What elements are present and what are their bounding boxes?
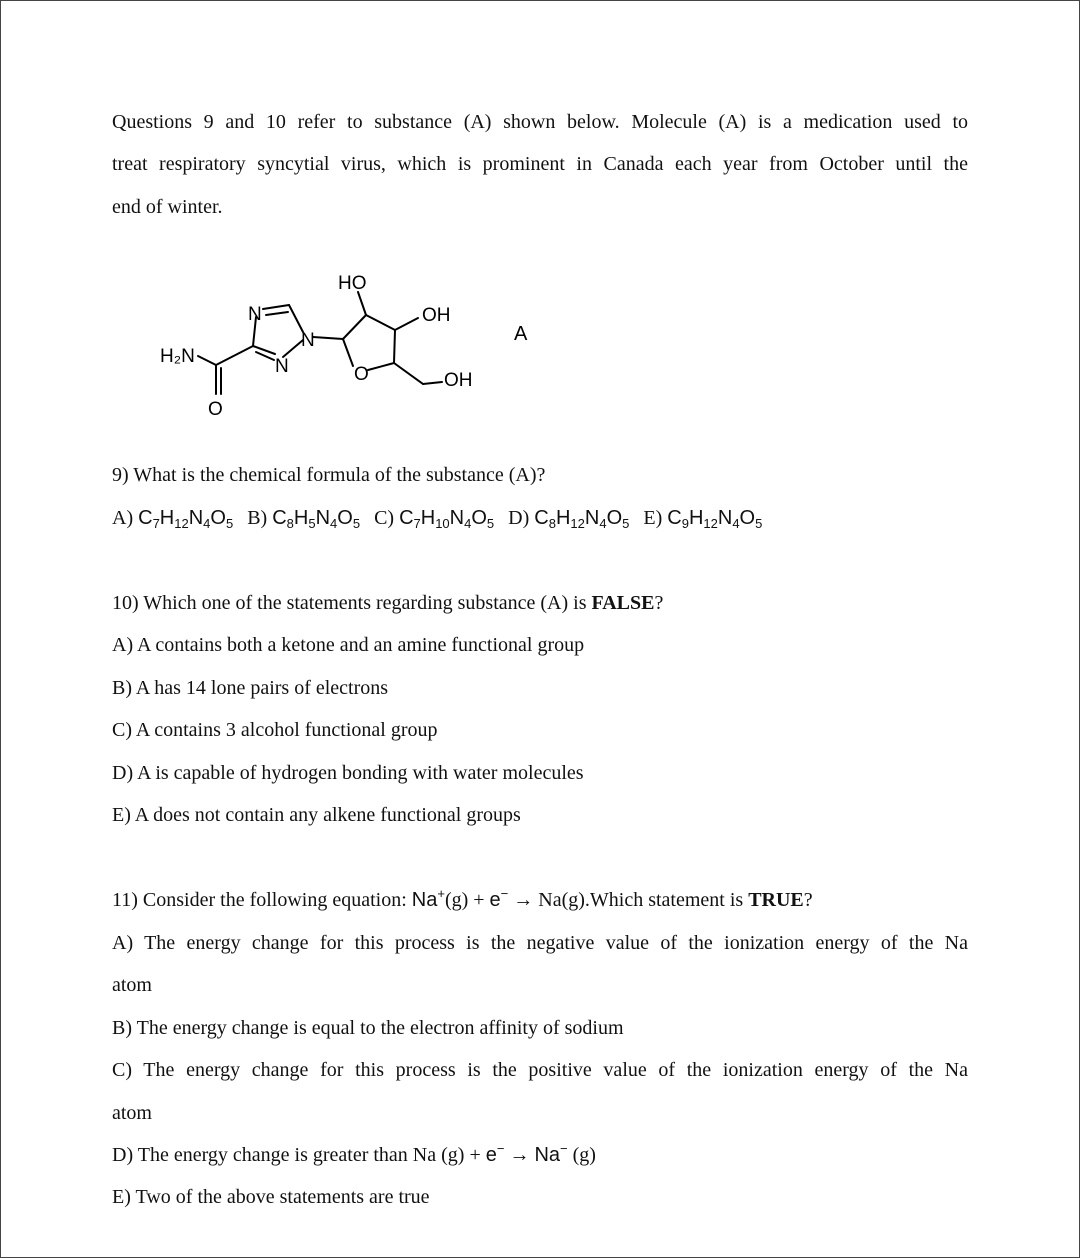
formula-element: C: [667, 507, 682, 529]
q11-stem-end: ?: [803, 889, 813, 911]
amine-label: H₂N: [160, 346, 195, 367]
formula-subscript: 5: [755, 516, 763, 531]
formula-element: H: [159, 507, 175, 529]
q9-option-letter: E): [643, 507, 663, 529]
formula-element: N: [584, 507, 600, 529]
formula-element: N: [188, 507, 204, 529]
q11-option-d-arrow: →: [504, 1144, 535, 1166]
formula-element: C: [399, 507, 414, 529]
formula-subscript: 4: [599, 516, 607, 531]
formula-subscript: 8: [286, 516, 294, 531]
carbonyl-oxygen-label: O: [208, 399, 223, 420]
formula-element: H: [420, 507, 436, 529]
formula-subscript: 4: [203, 516, 211, 531]
q9-option-c: [374, 507, 494, 529]
intro-line-1: Questions 9 and 10 refer to substance (A) shown below. Molecule (A) is a medication used to: [112, 111, 968, 133]
formula-element: O: [471, 507, 487, 529]
intro-line-3: end of winter.: [112, 196, 223, 218]
hydroxyl-right-label: OH: [422, 305, 451, 326]
q11-option-d-sodium-symbol: Na: [534, 1144, 561, 1166]
formula-element: O: [337, 507, 353, 529]
triazole-n-right-label: N: [301, 330, 315, 351]
formula-element: N: [315, 507, 331, 529]
formula-subscript: 12: [570, 516, 585, 531]
q11-option-c-line-1: C) The energy change for this process is the positive value of the ionization energy of the Na: [112, 1059, 968, 1081]
formula-subscript: 5: [225, 516, 234, 531]
formula-subscript: 5: [352, 516, 361, 531]
formula-subscript: 8: [548, 516, 556, 531]
q11-option-d-anion-charge: −: [560, 1141, 568, 1156]
q9-option-e: [643, 507, 762, 529]
q10-stem: [112, 591, 663, 615]
q10-option-e: E) A does not contain any alkene functional groups: [112, 804, 521, 826]
triazole-n-bottom-label: N: [275, 356, 289, 377]
formula-subscript: 7: [152, 516, 160, 531]
formula-element: H: [293, 507, 309, 529]
q11-electron-charge: −: [500, 886, 509, 901]
formula-subscript: 5: [308, 516, 316, 531]
q11-option-d-sodium-anion: [534, 1141, 568, 1166]
q10-option-b: B) A has 14 lone pairs of electrons: [112, 677, 389, 699]
q10-option-c: C) A contains 3 alcohol functional group: [112, 719, 438, 741]
q11-option-d-electron-symbol: e: [485, 1144, 497, 1166]
triazole-n-top-label: N: [248, 304, 262, 325]
q10-option-a: A) A contains both a ketone and an amine functional group: [112, 634, 585, 656]
formula-subscript: 7: [413, 516, 421, 531]
hydroxyl-bottom-label: OH: [444, 370, 473, 391]
q11-option-c-line-2: atom: [112, 1102, 152, 1124]
molecule-structure: [150, 262, 550, 432]
formula-element: O: [739, 507, 756, 529]
q11-stem-emphasis: TRUE: [748, 889, 804, 911]
formula-subscript: 12: [174, 516, 189, 531]
q9-stem: 9) What is the chemical formula of the substance (A)?: [112, 464, 546, 486]
formula-element: N: [717, 507, 733, 529]
formula-subscript: 9: [681, 516, 689, 531]
q11-sodium-ion: [411, 886, 445, 911]
formula-element: O: [210, 507, 226, 529]
q11-option-d: [112, 1143, 596, 1167]
q9-option-letter: A): [112, 507, 134, 529]
formula-element: C: [138, 507, 153, 529]
formula-element: N: [449, 507, 465, 529]
hydroxyl-top-label: HO: [338, 273, 367, 294]
q11-option-d-electron: [485, 1141, 505, 1166]
q11-option-b: B) The energy change is equal to the electron affinity of sodium: [112, 1017, 624, 1039]
q11-electron-symbol: e: [489, 889, 501, 911]
formula-element: O: [606, 507, 623, 529]
q11-gas-plus: (g) +: [444, 889, 490, 911]
q11-stem: [112, 888, 813, 912]
formula-element: C: [272, 507, 287, 529]
q11-option-a-line-2: atom: [112, 974, 152, 996]
q11-sodium-symbol: Na: [411, 889, 438, 911]
formula-subscript: 5: [622, 516, 630, 531]
formula-element: H: [555, 507, 571, 529]
formula-subscript: 4: [732, 516, 740, 531]
q9-options: [112, 506, 776, 530]
q9-option-formula: [534, 507, 629, 529]
q11-option-d-gas: (g): [567, 1144, 596, 1166]
formula-element: H: [688, 507, 704, 529]
formula-subscript: 12: [703, 516, 718, 531]
q11-stem-text: 11) Consider the following equation:: [112, 889, 412, 911]
formula-subscript: 5: [486, 516, 495, 531]
figure-label: A: [514, 323, 528, 345]
formula-element: C: [534, 507, 549, 529]
formula-subscript: 4: [464, 516, 472, 531]
q11-option-e: E) Two of the above statements are true: [112, 1186, 430, 1208]
q10-option-d: D) A is capable of hydrogen bonding with water molecules: [112, 762, 584, 784]
q9-option-d: [508, 507, 629, 529]
q10-stem-emphasis: FALSE: [591, 592, 655, 614]
q11-option-a-line-1: A) The energy change for this process is the negative value of the ionization energy of the Na: [112, 932, 968, 954]
q10-stem-text: 10) Which one of the statements regarding substance (A) is: [112, 592, 592, 614]
intro-line-2: treat respiratory syncytial virus, which is prominent in Canada each year from October until the: [112, 153, 968, 175]
q9-option-letter: C): [374, 507, 395, 529]
q9-option-b: [247, 507, 360, 529]
ring-oxygen-label: O: [354, 364, 369, 385]
q10-stem-end: ?: [654, 592, 664, 614]
q9-option-formula: [272, 507, 360, 529]
q11-option-d-electron-charge: −: [496, 1141, 505, 1156]
q11-plus-charge: +: [437, 886, 445, 901]
q11-option-d-text: D) The energy change is greater than Na (g) +: [112, 1144, 486, 1166]
q9-option-formula: [138, 507, 233, 529]
formula-subscript: 4: [330, 516, 338, 531]
q9-option-letter: B): [247, 507, 268, 529]
formula-subscript: 10: [435, 516, 450, 531]
q9-option-formula: [667, 507, 762, 529]
q11-arrow-text: → Na(g).Which statement is: [508, 889, 749, 911]
q9-option-formula: [399, 507, 494, 529]
q9-option-letter: D): [508, 507, 530, 529]
q9-option-a: [112, 507, 233, 529]
q11-electron: [489, 886, 509, 911]
